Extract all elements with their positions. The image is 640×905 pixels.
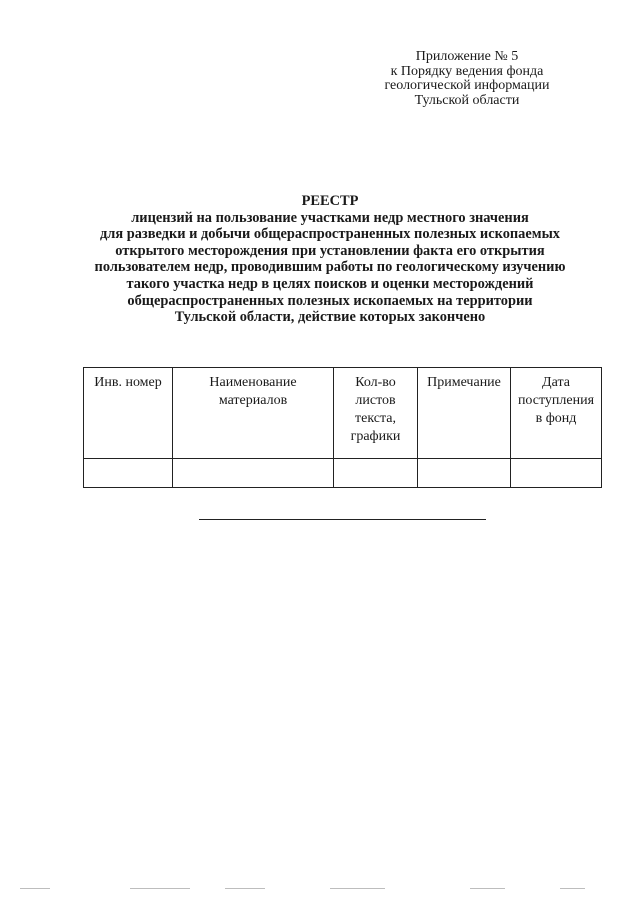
title-line: открытого месторождения при установлении факта его открытия	[115, 242, 545, 259]
title-line: для разведки и добычи общераспространенных полезных ископаемых	[99, 226, 560, 243]
title-heading: РЕЕСТР	[301, 193, 359, 209]
appendix-header	[352, 50, 582, 108]
title-line: Тульской области, действие которых закончено	[174, 309, 486, 326]
table-cell	[334, 459, 418, 488]
appendix-line: Тульской области	[414, 92, 520, 108]
column-header-note: Примечание	[418, 368, 511, 459]
registry-table	[83, 367, 602, 488]
table-cell	[173, 459, 334, 488]
column-header-sheet-count: Кол-во листов текста, графики	[334, 368, 418, 459]
scan-artifact-dots	[0, 888, 640, 896]
table-cell	[84, 459, 173, 488]
appendix-line: Приложение № 5	[415, 49, 519, 64]
title-line: такого участка недр в целях поисков и оценки месторождений	[126, 275, 534, 292]
title-line: общераспространенных полезных ископаемых на территории	[127, 292, 533, 309]
column-header-receipt-date: Дата поступления в фонд	[511, 368, 602, 459]
title-line: пользователем недр, проводившим работы по геологическому изучению	[94, 259, 566, 276]
document-title	[70, 193, 590, 326]
table-row	[84, 459, 602, 488]
appendix-line: геологической информации	[384, 78, 550, 93]
table-header-row	[84, 368, 602, 459]
closing-divider	[199, 519, 486, 520]
column-header-materials-name: Наименование материалов	[173, 368, 334, 459]
table-cell	[511, 459, 602, 488]
title-line: лицензий на пользование участками недр местного значения	[131, 209, 529, 226]
column-header-inventory-number: Инв. номер	[84, 368, 173, 459]
table-cell	[418, 459, 511, 488]
appendix-line: к Порядку ведения фонда	[390, 63, 544, 79]
